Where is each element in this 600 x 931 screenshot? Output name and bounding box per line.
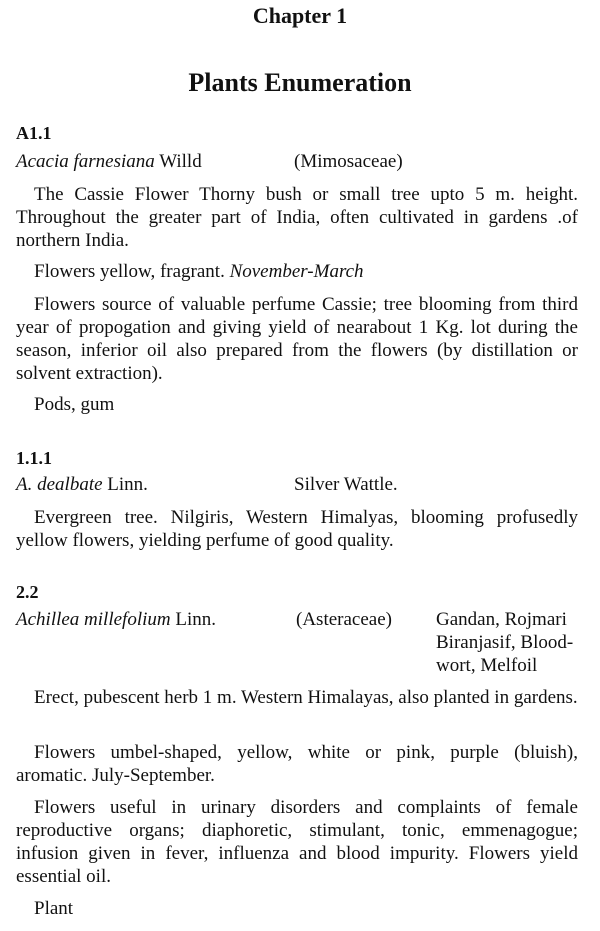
paragraph: Flowers umbel-shaped, yellow, white or pink, purple (bluish), aromatic. July-September.: [16, 742, 578, 786]
species-name: A. dealbate: [16, 474, 103, 495]
author: Willd: [159, 151, 202, 172]
species-name: Acacia farnesiana: [16, 151, 155, 172]
paragraph: Flowers source of valuable perfume Cassie; tree blooming from third year of propogation and giving yield of nearabout 1 Kg. lot during the season, inferior oil also prepared from the flowers (by distillation or solvent extraction).: [16, 294, 578, 384]
common-name: Silver Wattle.: [294, 474, 398, 495]
entry-number: 2.2: [16, 582, 39, 602]
species-name: Achillea millefolium: [16, 609, 171, 630]
paragraph: The Cassie Flower Thorny bush or small tree upto 5 m. height. Throughout the greater part of India, often cultivated in gardens .of northern India.: [16, 184, 578, 251]
paragraph: Evergreen tree. Nilgiris, Western Himalyas, blooming profusedly yellow flowers, yielding perfume of good quality.: [16, 507, 578, 551]
paragraph: Plant: [34, 898, 74, 919]
common-name: Gandan, Rojmari Biranjasif, Blood-wort, Melfoil: [436, 609, 574, 676]
page-title: Plants Enumeration: [188, 68, 412, 97]
chapter-heading: Chapter 1: [252, 3, 348, 28]
paragraph: Flowers useful in urinary disorders and complaints of female reproductive organs; diaphoretic, stimulant, tonic, emmenagogue; infusion given in fever, influenza and blood impurity. Flowers yield essential oil.: [16, 797, 578, 887]
entry-heading: [16, 608, 578, 678]
entry-number: A1.1: [16, 123, 52, 143]
flowering-season: November-March: [229, 261, 364, 282]
paragraph: Pods, gum: [34, 394, 115, 415]
paragraph: Erect, pubescent herb 1 m. Western Himalayas, also planted in gardens.: [34, 687, 578, 708]
flower-description: Flowers yellow, fragrant.: [34, 261, 230, 282]
entry-heading: [16, 473, 578, 496]
family: (Mimosaceae): [294, 151, 403, 172]
family: (Asteraceae): [296, 609, 392, 630]
author: Linn.: [175, 609, 216, 630]
entry-heading: [16, 150, 578, 173]
author: Linn.: [107, 474, 148, 495]
entry-number: 1.1.1: [16, 448, 52, 468]
paragraph: [16, 260, 578, 283]
